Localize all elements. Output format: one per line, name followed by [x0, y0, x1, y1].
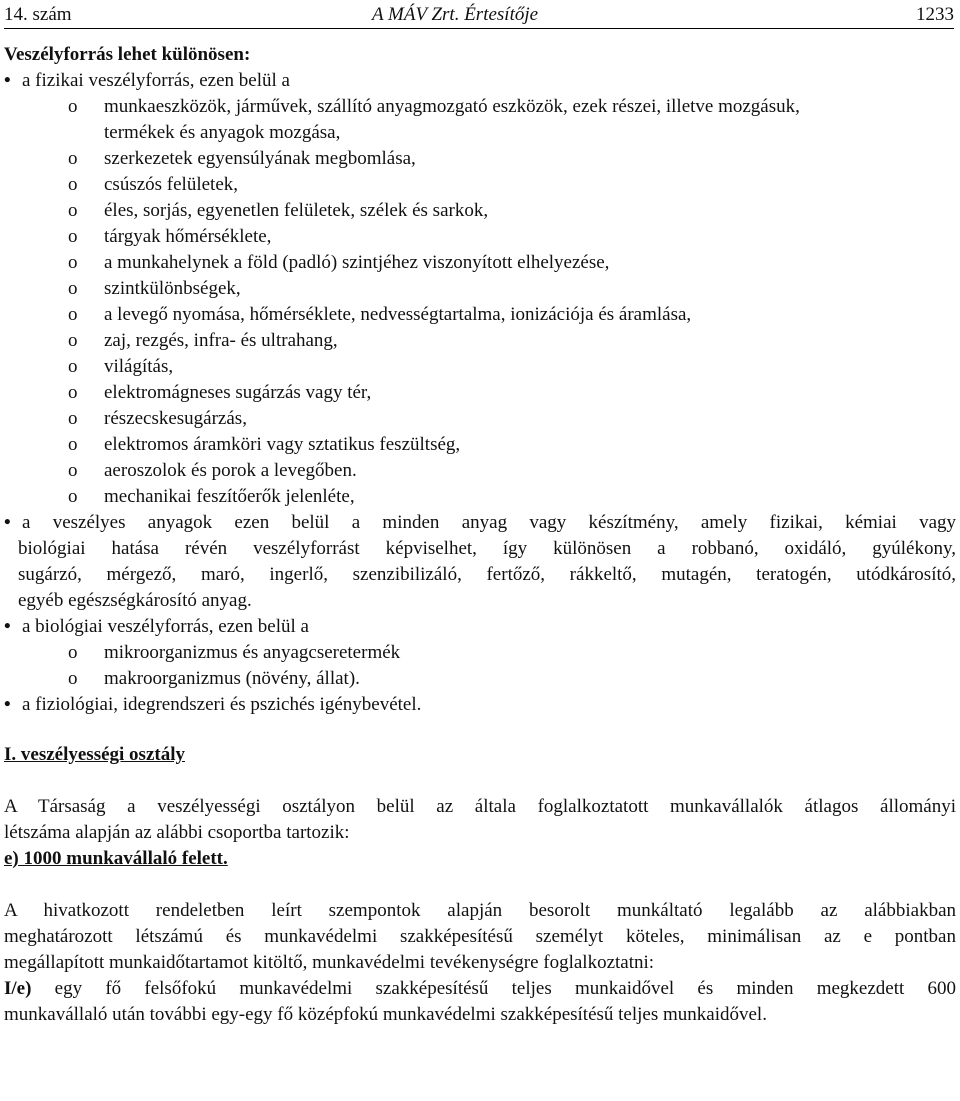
- list-item: o elektromágneses sugárzás vagy tér,: [68, 382, 372, 403]
- list-item: o a munkahelynek a föld (padló) szintjéhez viszonyított elhelyezése,: [68, 252, 610, 273]
- paragraph-staffing: A hivatkozott rendeletben leírt szempontok alapján besorolt munkáltató legalább az alábbiakban meghatározott létszámú és munkavédelmi szakképesítésű személyt köteles, minimálisan az e pontban megállapított munkaidőtartamot kitöltő, munkavédelmi tevékenységre foglalkoztatni: I/e) egy fő felsőfokú munkavédelmi szakképesítésű teljes munkaidővel és minden megkezdett 600 munkavállaló után további egy-egy fő középfokú munkavédelmi szakképesítésű teljes munkaidővel.: [4, 900, 956, 1025]
- list-item-continuation: termékek és anyagok mozgása,: [104, 122, 341, 143]
- bullet-hazardous-materials: • a veszélyes anyagok ezen belül a minden anyag vagy készítmény, amely fizikai, kémiai vagy: [4, 510, 956, 536]
- paragraph-classification: A Társaság a veszélyességi osztályon belül az általa foglalkoztatott munkavállalók átlagos állományi létszáma alapján az alábbi csoportba tartozik: e) 1000 munkavállaló felett.: [4, 796, 956, 869]
- page-header: [4, 4, 954, 29]
- list-item: o szintkülönbségek,: [68, 278, 241, 299]
- list-item: o munkaeszközök, járművek, szállító anyagmozgató eszközök, ezek részei, illetve mozgásuk,: [68, 96, 800, 117]
- list-item: o részecskesugárzás,: [68, 408, 247, 429]
- bullet-physical: • a fizikai veszélyforrás, ezen belül a: [4, 68, 956, 94]
- list-item: o makroorganizmus (növény, állat).: [68, 668, 360, 689]
- bullet-biological: • a biológiai veszélyforrás, ezen belül a: [4, 614, 956, 640]
- list-item: o tárgyak hőmérséklete,: [68, 226, 272, 247]
- list-item: o zaj, rezgés, infra- és ultrahang,: [68, 330, 338, 351]
- list-item: o éles, sorjás, egyenetlen felületek, szélek és sarkok,: [68, 200, 489, 221]
- issue-number: 14. szám: [4, 4, 72, 25]
- publication-title: A MÁV Zrt. Értesítője: [372, 4, 539, 25]
- list-item: o szerkezetek egyensúlyának megbomlása,: [68, 148, 416, 169]
- list-item: o aeroszolok és porok a levegőben.: [68, 460, 357, 481]
- paragraph-line: biológiai hatása révén veszélyforrást képviselhet, így különösen a robbanó, oxidáló, gyúlékony,: [18, 538, 956, 559]
- list-item: o a levegő nyomása, hőmérséklete, nedvességtartalma, ionizációja és áramlása,: [68, 304, 692, 325]
- list-item: o világítás,: [68, 356, 174, 377]
- page-number: 1233: [916, 4, 954, 25]
- paragraph-line: egyéb egészségkárosító anyag.: [18, 590, 252, 611]
- list-item: o csúszós felületek,: [68, 174, 239, 195]
- list-item: o elektromos áramköri vagy sztatikus feszültség,: [68, 434, 461, 455]
- paragraph-line: sugárzó, mérgező, maró, ingerlő, szenzibilizáló, fertőző, rákkeltő, mutagén, teratogén, utódkárosító,: [18, 564, 956, 585]
- list-item: o mikroorganizmus és anyagcseretermék: [68, 642, 401, 663]
- bullet-physiological: • a fiziológiai, idegrendszeri és pszichés igénybevétel.: [4, 692, 956, 718]
- class-heading: I. veszélyességi osztály: [4, 744, 185, 765]
- list-item: o mechanikai feszítőerők jelenléte,: [68, 486, 355, 507]
- section-title: Veszélyforrás lehet különösen:: [4, 44, 251, 65]
- document-body: [4, 42, 956, 1028]
